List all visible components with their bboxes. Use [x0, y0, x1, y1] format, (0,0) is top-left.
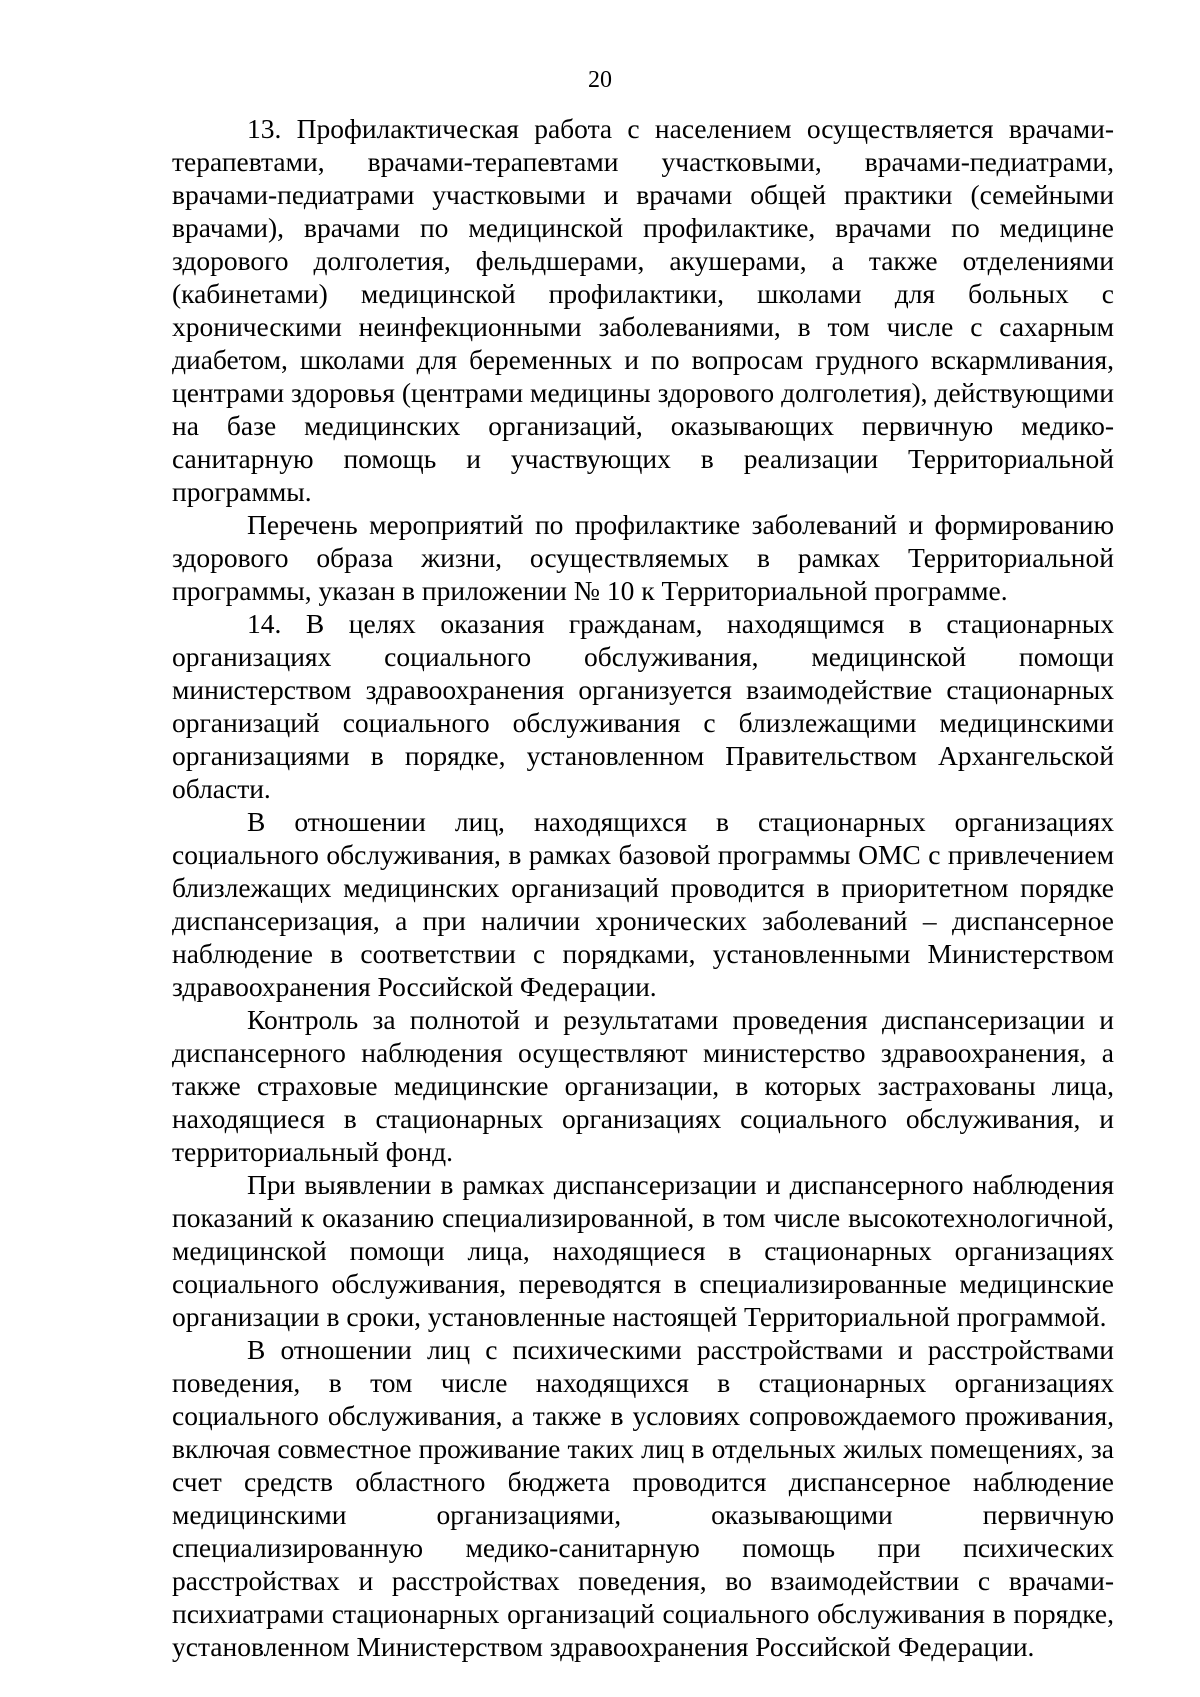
paragraph-dispensarization: В отношении лиц, находящихся в стационарных организациях социального обслуживания, в рамках базовой программы ОМС с привлечением близлежащих медицинских организаций проводится в приоритетном порядке диспансеризация, а при наличии хронических заболеваний – диспансерное наблюдение в соответствии с порядками, установленными Министерством здравоохранения Российской Федерации. — [172, 806, 1114, 1002]
paragraph-specialized-care: При выявлении в рамках диспансеризации и диспансерного наблюдения показаний к оказанию специализированной, в том числе высокотехнологичной, медицинской помощи лица, находящиеся в стационарных организациях социального обслуживания, переводятся в специализированные медицинские организации в сроки, установленные настоящей Территориальной программой. — [172, 1169, 1114, 1332]
paragraph-control: Контроль за полнотой и результатами проведения диспансеризации и диспансерного наблюдения осуществляют министерство здравоохранения, а также страховые медицинские организации, в которых застрахованы лица, находящиеся в стационарных организациях социального обслуживания, и территориальный фонд. — [172, 1004, 1114, 1167]
paragraph-14-social-institutions: 14. В целях оказания гражданам, находящимся в стационарных организациях социального обслуживания, медицинской помощи министерством здравоохранения организуется взаимодействие стационарных организаций социального обслуживания с близлежащими медицинскими организациями в порядке, установленном Правительством Архангельской области. — [172, 608, 1114, 804]
paragraph-prevention-measures-list: Перечень мероприятий по профилактике заболеваний и формированию здорового образа жизни, осуществляемых в рамках Территориальной программы, указан в приложении № 10 к Территориальной программе. — [172, 509, 1114, 606]
paragraph-mental-disorders: В отношении лиц с психическими расстройствами и расстройствами поведения, в том числе находящихся в стационарных организациях социального обслуживания, а также в условиях сопровождаемого проживания, включая совместное проживание таких лиц в отдельных жилых помещениях, за счет средств областного бюджета проводится диспансерное наблюдение медицинскими организациями, оказывающими первичную специализированную медико-санитарную помощь при психических расстройствах и расстройствах поведения, во взаимодействии с врачами-психиатрами стационарных организаций социального обслуживания в порядке, установленном Министерством здравоохранения Российской Федерации. — [172, 1334, 1114, 1662]
document-body — [172, 112, 1114, 1663]
paragraph-13-prevention: 13. Профилактическая работа с населением осуществляется врачами-терапевтами, врачами-терапевтами участковыми, врачами-педиатрами, врачами-педиатрами участковыми и врачами общей практики (семейными врачами), врачами по медицинской профилактике, врачами по медицине здорового долголетия, фельдшерами, акушерами, а также отделениями (кабинетами) медицинской профилактики, школами для больных с хроническими неинфекционными заболеваниями, в том числе с сахарным диабетом, школами для беременных и по вопросам грудного вскармливания, центрами здоровья (центрами медицины здорового долголетия), действующими на базе медицинских организаций, оказывающих первичную медико-санитарную помощь и участвующих в реализации Территориальной программы. — [172, 113, 1114, 507]
page-number: 20 — [588, 67, 612, 93]
